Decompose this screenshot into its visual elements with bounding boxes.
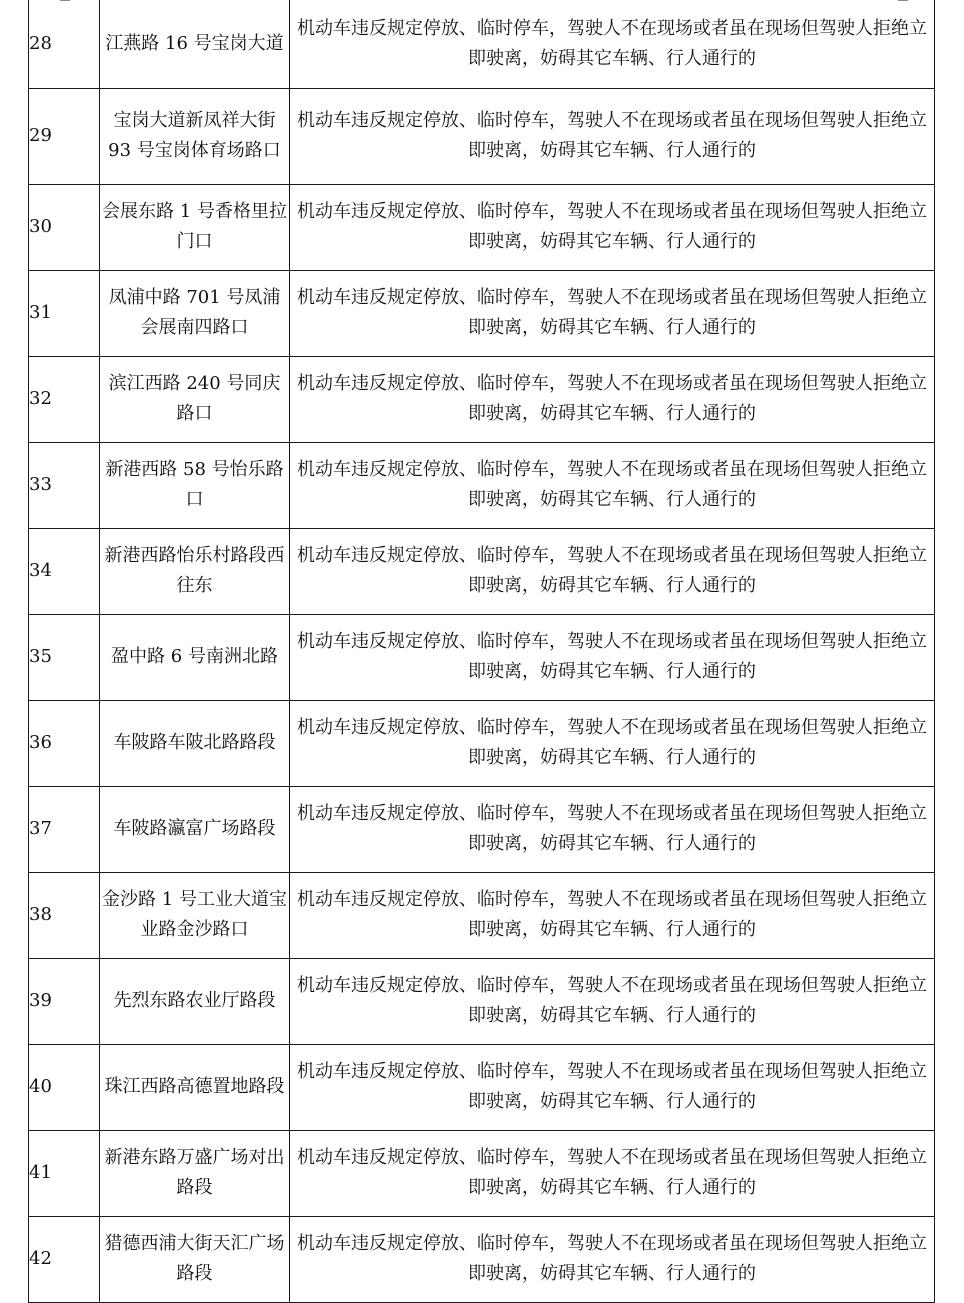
location-cell: 盈中路 6 号南洲北路 <box>100 614 290 700</box>
table-row <box>29 700 935 786</box>
violation-table <box>28 0 935 1303</box>
violation-cell: 机动车违反规定停放、临时停车，驾驶人不在现场或者虽在现场但驾驶人拒绝立即驶离，妨碍其它车辆、行人通行的 <box>290 614 935 700</box>
row-number: 34 <box>29 528 100 614</box>
row-number: 37 <box>29 786 100 872</box>
violation-cell: 机动车违反规定停放、临时停车，驾驶人不在现场或者虽在现场但驾驶人拒绝立即驶离，妨碍其它车辆、行人通行的 <box>290 700 935 786</box>
row-number: 38 <box>29 872 100 958</box>
row-number: 40 <box>29 1044 100 1130</box>
table-row <box>29 1044 935 1130</box>
violation-cell: 机动车违反规定停放、临时停车，驾驶人不在现场或者虽在现场但驾驶人拒绝立即驶离，妨碍其它车辆、行人通行的 <box>290 184 935 270</box>
table-row <box>29 1216 935 1302</box>
location-cell: 凤浦中路 701 号凤浦会展南四路口 <box>100 270 290 356</box>
row-number: 31 <box>29 270 100 356</box>
location-cell: 珠江西路高德置地路段 <box>100 1044 290 1130</box>
violation-cell: 机动车违反规定停放、临时停车，驾驶人不在现场或者虽在现场但驾驶人拒绝立即驶离，妨碍其它车辆、行人通行的 <box>290 0 935 88</box>
row-number: 28 <box>29 0 100 88</box>
location-cell: 新港东路万盛广场对出路段 <box>100 1130 290 1216</box>
violation-cell: 机动车违反规定停放、临时停车，驾驶人不在现场或者虽在现场但驾驶人拒绝立即驶离，妨碍其它车辆、行人通行的 <box>290 88 935 184</box>
row-number: 33 <box>29 442 100 528</box>
table-row <box>29 614 935 700</box>
row-number: 32 <box>29 356 100 442</box>
violation-cell: 机动车违反规定停放、临时停车，驾驶人不在现场或者虽在现场但驾驶人拒绝立即驶离，妨碍其它车辆、行人通行的 <box>290 1216 935 1302</box>
table-row <box>29 442 935 528</box>
row-number: 42 <box>29 1216 100 1302</box>
row-number: 36 <box>29 700 100 786</box>
table-row <box>29 528 935 614</box>
location-cell: 车陂路车陂北路路段 <box>100 700 290 786</box>
location-cell: 猎德西浦大街天汇广场路段 <box>100 1216 290 1302</box>
violation-cell: 机动车违反规定停放、临时停车，驾驶人不在现场或者虽在现场但驾驶人拒绝立即驶离，妨碍其它车辆、行人通行的 <box>290 528 935 614</box>
table-row <box>29 872 935 958</box>
violation-cell: 机动车违反规定停放、临时停车，驾驶人不在现场或者虽在现场但驾驶人拒绝立即驶离，妨碍其它车辆、行人通行的 <box>290 786 935 872</box>
location-cell: 车陂路瀛富广场路段 <box>100 786 290 872</box>
location-cell: 新港西路 58 号怡乐路口 <box>100 442 290 528</box>
table-row <box>29 958 935 1044</box>
table-row <box>29 184 935 270</box>
location-cell: 会展东路 1 号香格里拉门口 <box>100 184 290 270</box>
row-number: 29 <box>29 88 100 184</box>
table-row <box>29 88 935 184</box>
table-row <box>29 270 935 356</box>
violation-cell: 机动车违反规定停放、临时停车，驾驶人不在现场或者虽在现场但驾驶人拒绝立即驶离，妨碍其它车辆、行人通行的 <box>290 356 935 442</box>
row-number: 41 <box>29 1130 100 1216</box>
violation-cell: 机动车违反规定停放、临时停车，驾驶人不在现场或者虽在现场但驾驶人拒绝立即驶离，妨碍其它车辆、行人通行的 <box>290 270 935 356</box>
table-row <box>29 356 935 442</box>
location-cell: 金沙路 1 号工业大道宝业路金沙路口 <box>100 872 290 958</box>
row-number: 39 <box>29 958 100 1044</box>
row-number: 30 <box>29 184 100 270</box>
table-row <box>29 0 935 88</box>
location-cell: 滨江西路 240 号同庆路口 <box>100 356 290 442</box>
table-row <box>29 1130 935 1216</box>
violation-cell: 机动车违反规定停放、临时停车，驾驶人不在现场或者虽在现场但驾驶人拒绝立即驶离，妨碍其它车辆、行人通行的 <box>290 442 935 528</box>
row-number: 35 <box>29 614 100 700</box>
location-cell: 先烈东路农业厅路段 <box>100 958 290 1044</box>
location-cell: 江燕路 16 号宝岗大道 <box>100 0 290 88</box>
violation-cell: 机动车违反规定停放、临时停车，驾驶人不在现场或者虽在现场但驾驶人拒绝立即驶离，妨碍其它车辆、行人通行的 <box>290 1130 935 1216</box>
table-row <box>29 786 935 872</box>
violation-cell: 机动车违反规定停放、临时停车，驾驶人不在现场或者虽在现场但驾驶人拒绝立即驶离，妨碍其它车辆、行人通行的 <box>290 958 935 1044</box>
violation-cell: 机动车违反规定停放、临时停车，驾驶人不在现场或者虽在现场但驾驶人拒绝立即驶离，妨碍其它车辆、行人通行的 <box>290 1044 935 1130</box>
location-cell: 新港西路怡乐村路段西往东 <box>100 528 290 614</box>
violation-cell: 机动车违反规定停放、临时停车，驾驶人不在现场或者虽在现场但驾驶人拒绝立即驶离，妨碍其它车辆、行人通行的 <box>290 872 935 958</box>
location-cell: 宝岗大道新凤祥大街 93 号宝岗体育场路口 <box>100 88 290 184</box>
